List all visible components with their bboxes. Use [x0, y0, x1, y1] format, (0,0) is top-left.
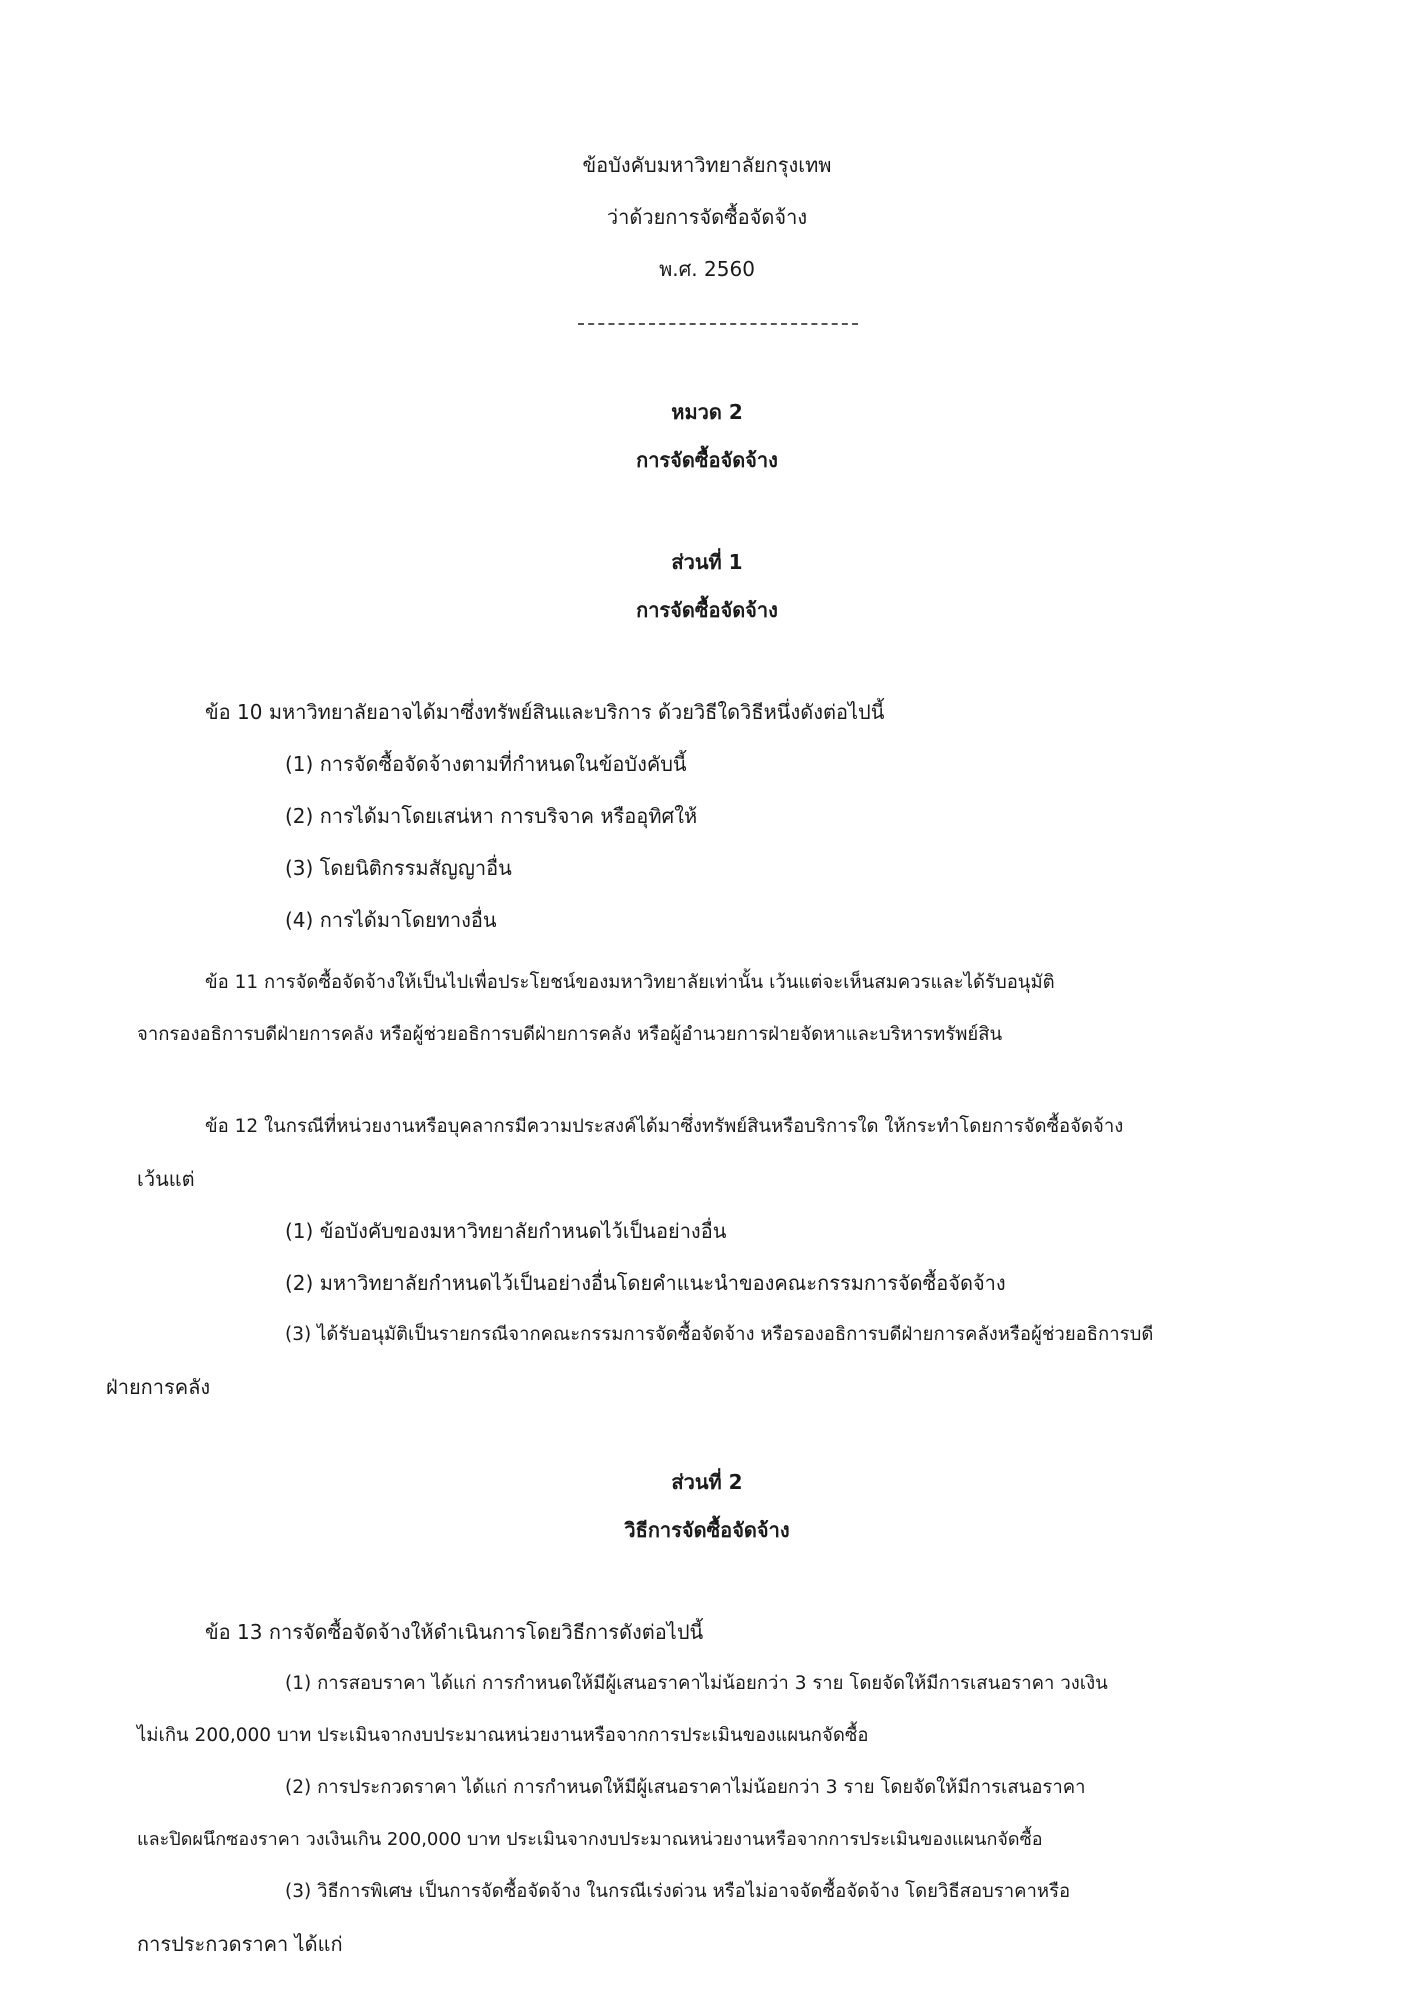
- clause-10-item-2: (2) การได้มาโดยเสน่หา การบริจาค หรืออุทิศให้: [285, 804, 698, 828]
- regulation-title: ข้อบังคับมหาวิทยาลัยกรุงเทพ: [582, 153, 832, 177]
- clause-12-item-3: (3) ได้รับอนุมัติเป็นรายกรณีจากคณะกรรมการจัดซื้อจัดจ้าง หรือรองอธิการบดีฝ่ายการคลังหรือผู้ช่วยอธิการบดี: [285, 1324, 1154, 1345]
- clause-10-item-3: (3) โดยนิติกรรมสัญญาอื่น: [285, 856, 512, 880]
- clause-12-item-2: (2) มหาวิทยาลัยกำหนดไว้เป็นอย่างอื่นโดยคำแนะนำของคณะกรรมการจัดซื้อจัดจ้าง: [285, 1271, 1006, 1295]
- clause-12-item-3-cont: ฝ่ายการคลัง: [106, 1375, 211, 1399]
- chapter-title: การจัดซื้อจัดจ้าง: [636, 448, 778, 472]
- chapter-label: หมวด 2: [671, 400, 743, 424]
- clause-12-line-1: ข้อ 12 ในกรณีที่หน่วยงานหรือบุคลากรมีความประสงค์ได้มาซึ่งทรัพย์สินหรือบริการใด ให้กระทำโดยการจัดซื้อจัดจ้าง: [205, 1116, 1124, 1137]
- regulation-year: พ.ศ. 2560: [659, 257, 755, 281]
- clause-13-item-1-line-2: ไม่เกิน 200,000 บาท ประเมินจากงบประมาณหน่วยงานหรือจากการประเมินของแผนกจัดซื้อ: [137, 1725, 869, 1746]
- clause-12-item-1: (1) ข้อบังคับของมหาวิทยาลัยกำหนดไว้เป็นอย่างอื่น: [285, 1219, 727, 1243]
- clause-12-line-2: เว้นแต่: [137, 1167, 195, 1191]
- clause-11-line-2: จากรองอธิการบดีฝ่ายการคลัง หรือผู้ช่วยอธิการบดีฝ่ายการคลัง หรือผู้อำนวยการฝ่ายจัดหาและบริหารทรัพย์สิน: [137, 1024, 1003, 1045]
- part1-title: การจัดซื้อจัดจ้าง: [636, 598, 778, 622]
- clause-13-item-3-line-2: การประกวดราคา ได้แก่: [137, 1932, 343, 1956]
- clause-13-item-2-line-1: (2) การประกวดราคา ได้แก่ การกำหนดให้มีผู้เสนอราคาไม่น้อยกว่า 3 ราย โดยจัดให้มีการเสนอราคา: [285, 1777, 1086, 1798]
- part2-label: ส่วนที่ 2: [671, 1470, 743, 1494]
- part2-title: วิธีการจัดซื้อจัดจ้าง: [624, 1518, 790, 1542]
- part1-label: ส่วนที่ 1: [671, 550, 743, 574]
- clause-13-item-3-line-1: (3) วิธีการพิเศษ เป็นการจัดซื้อจัดจ้าง ในกรณีเร่งด่วน หรือไม่อาจจัดซื้อจัดจ้าง โดยวิธีสอบราคาหรือ: [285, 1881, 1071, 1902]
- clause-10-item-4: (4) การได้มาโดยทางอื่น: [285, 908, 497, 932]
- clause-13: ข้อ 13 การจัดซื้อจัดจ้างให้ดำเนินการโดยวิธีการดังต่อไปนี้: [205, 1620, 704, 1644]
- clause-10-item-1: (1) การจัดซื้อจัดจ้างตามที่กำหนดในข้อบังคับนี้: [285, 752, 687, 776]
- clause-13-item-1-line-1: (1) การสอบราคา ได้แก่ การกำหนดให้มีผู้เสนอราคาไม่น้อยกว่า 3 ราย โดยจัดให้มีการเสนอราคา วงเงิน: [285, 1673, 1108, 1694]
- header-divider: [578, 323, 858, 325]
- clause-10: ข้อ 10 มหาวิทยาลัยอาจได้มาซึ่งทรัพย์สินและบริการ ด้วยวิธีใดวิธีหนึ่งดังต่อไปนี้: [205, 700, 885, 724]
- clause-13-item-2-line-2: และปิดผนึกซองราคา วงเงินเกิน 200,000 บาท ประเมินจากงบประมาณหน่วยงานหรือจากการประเมินของแผนกจัดซื้อ: [137, 1829, 1043, 1850]
- regulation-subject: ว่าด้วยการจัดซื้อจัดจ้าง: [606, 205, 808, 229]
- clause-11-line-1: ข้อ 11 การจัดซื้อจัดจ้างให้เป็นไปเพื่อประโยชน์ของมหาวิทยาลัยเท่านั้น เว้นแต่จะเห็นสมควรและได้รับอนุมัติ: [205, 972, 1055, 993]
